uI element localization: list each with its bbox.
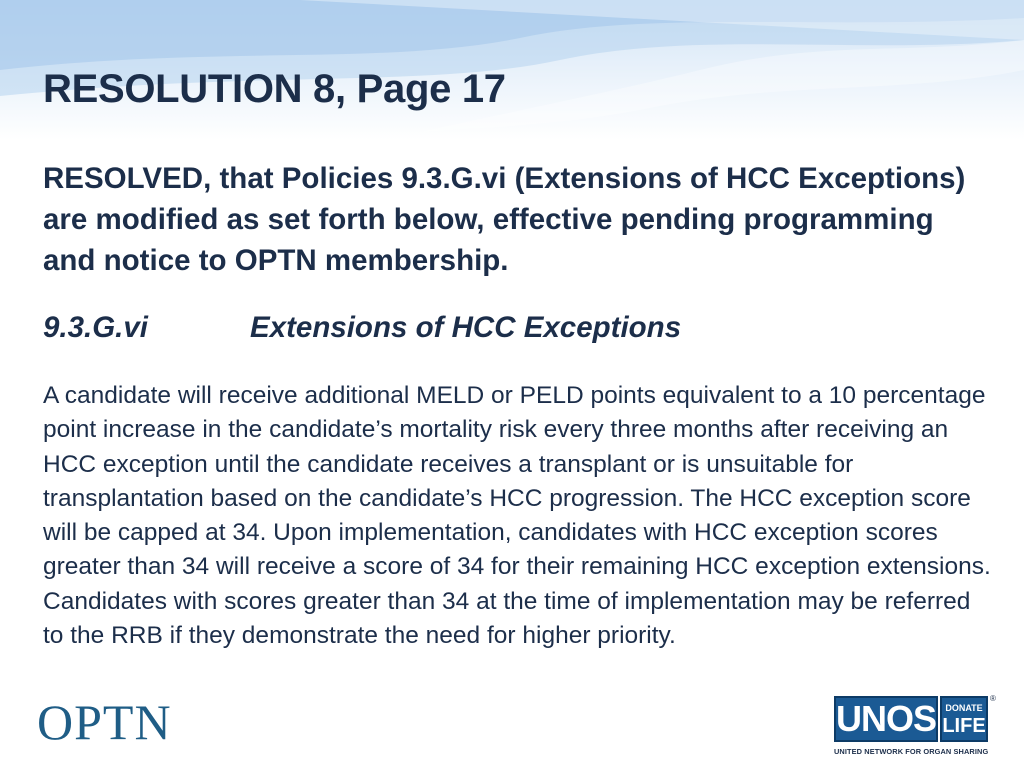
donate-life-badge	[940, 696, 988, 742]
section-number: 9.3.G.vi	[43, 311, 148, 344]
unos-tagline: UNITED NETWORK FOR ORGAN SHARING	[834, 747, 989, 756]
unos-wordmark: UNOS	[834, 696, 938, 742]
donate-label: DONATE	[945, 703, 983, 713]
resolved-statement: RESOLVED, that Policies 9.3.G.vi (Extensions of HCC Exceptions) are modified as set forth below, effective pending programming and notice to OPTN membership.	[43, 162, 966, 277]
optn-logo: OPTN	[37, 694, 172, 750]
unos-donate-life-logo	[834, 696, 1002, 760]
life-label: LIFE	[942, 715, 986, 737]
section-heading	[43, 311, 681, 345]
section-title: Extensions of HCC Exceptions	[250, 311, 682, 344]
policy-body-text: A candidate will receive additional MELD or PELD points equivalent to a 10 percentage point increase in the candidate’s mortality risk every three months after receiving an HCC exception until the candidate receives a transplant or is unsuitable for transplantation based on the candidate’s HCC progression. The HCC exception score will be capped at 34. Upon implementation, candidates with HCC exception scores greater than 34 will receive a score of 34 for their remaining HCC exception extensions. Candidates with scores greater than 34 at the time of implementation may be referred to the RRB if they demonstrate the need for higher priority.	[43, 382, 991, 650]
slide-title: RESOLUTION 8, Page 17	[43, 67, 506, 111]
registered-mark: ®	[990, 694, 996, 703]
